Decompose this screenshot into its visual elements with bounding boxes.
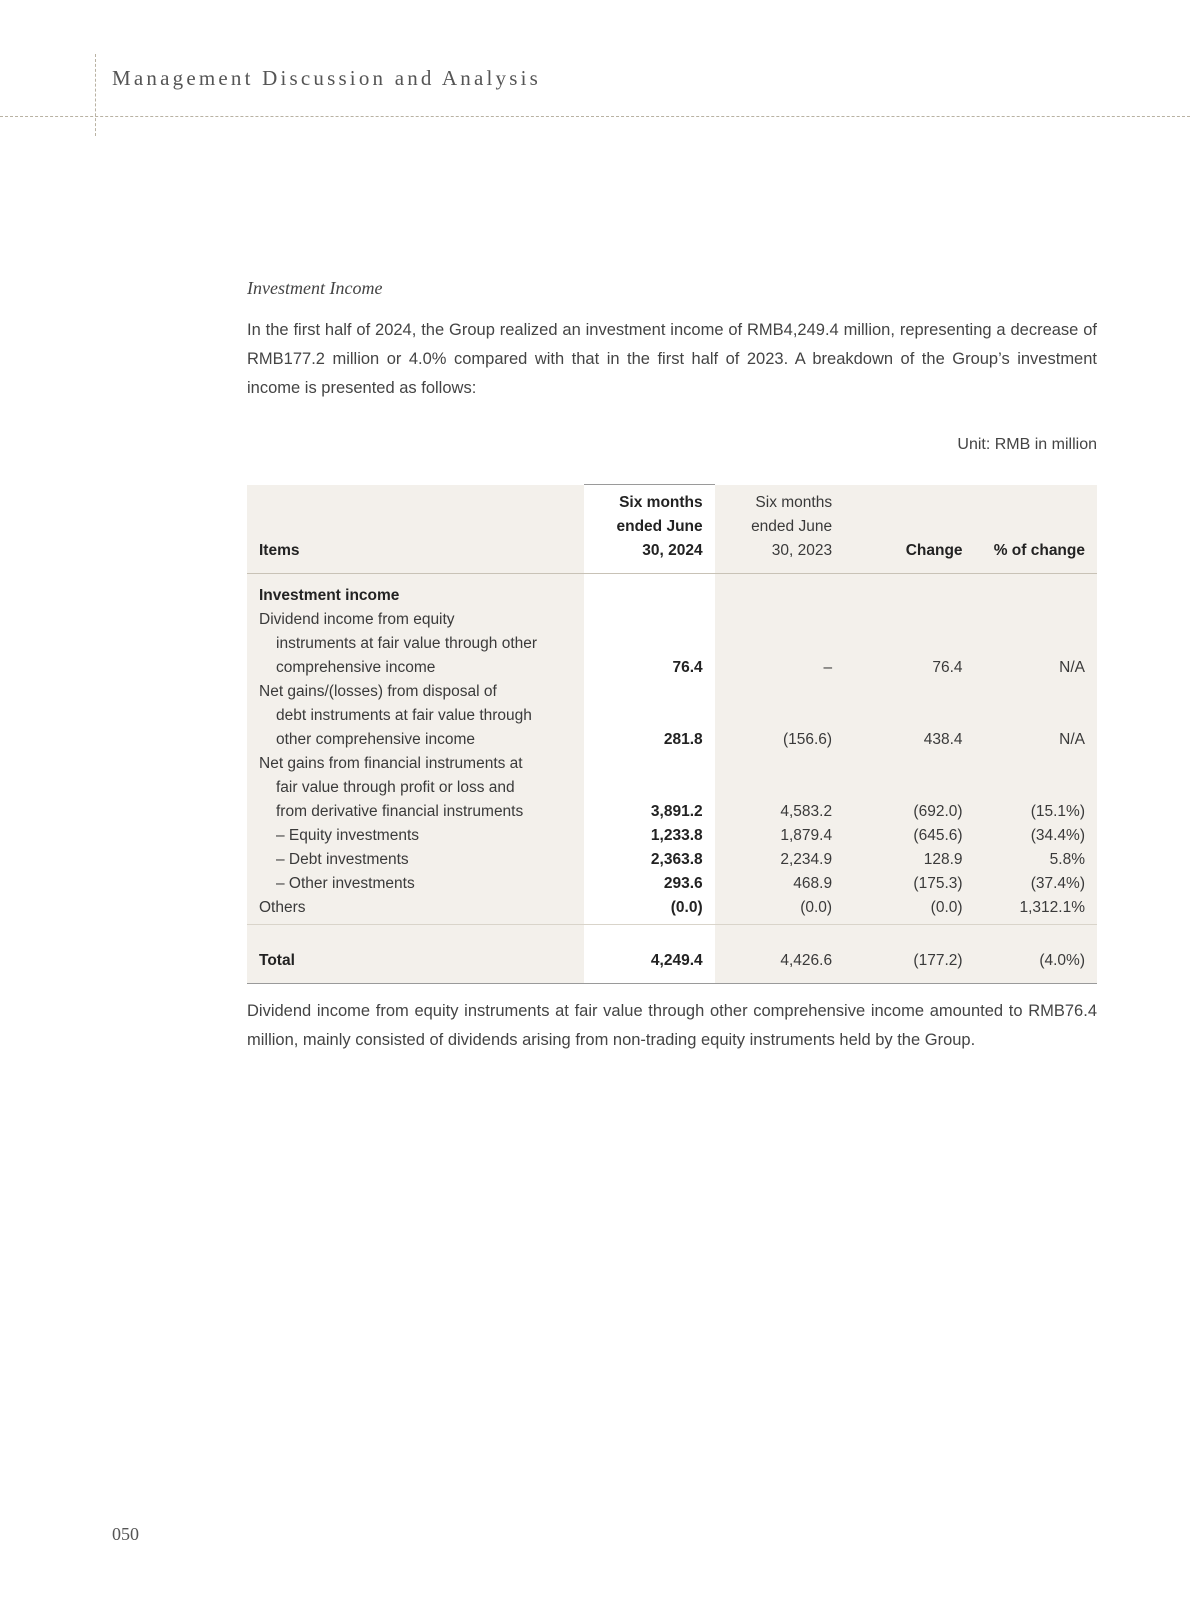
table-row-dividend: comprehensive income 76.4 – 76.4 N/A — [247, 656, 1097, 680]
table-row: Net gains/(losses) from disposal of — [247, 680, 1097, 704]
header-items: Items — [247, 485, 584, 574]
table-row-equity: – Equity investments 1,233.8 1,879.4 (645.6) (34.4%) — [247, 824, 1097, 848]
table-row-net-gains-debt: other comprehensive income 281.8 (156.6) 438.4 N/A — [247, 728, 1097, 752]
dividend-paragraph: Dividend income from equity instruments at fair value through other comprehensive income amounted to RMB76.4 million, mainly consisted of dividends arising from non-trading equity instruments held by the Group. — [247, 1002, 1097, 1049]
unit-label: Unit: RMB in million — [957, 436, 1097, 453]
table-row-group-label — [247, 574, 1097, 609]
table-row: debt instruments at fair value through — [247, 704, 1097, 728]
page-number: 050 — [112, 1524, 139, 1544]
table-row: Net gains from financial instruments at — [247, 752, 1097, 776]
table-row-others: Others (0.0) (0.0) (0.0) 1,312.1% — [247, 896, 1097, 925]
table-row-total: Total 4,249.4 4,426.6 (177.2) (4.0%) — [247, 949, 1097, 984]
table-row: instruments at fair value through other — [247, 632, 1097, 656]
table-spacer-row — [247, 925, 1097, 950]
table-row: Dividend income from equity — [247, 608, 1097, 632]
header-vertical-rule — [95, 54, 96, 136]
header-pct-change: % of change — [975, 485, 1097, 574]
group-label: Investment income — [247, 574, 584, 609]
investment-income-table — [247, 484, 1097, 984]
header-horizontal-rule — [0, 116, 1190, 117]
table-row-other-investments: – Other investments 293.6 468.9 (175.3) (37.4%) — [247, 872, 1097, 896]
header-2024: Six months ended June 30, 2024 — [584, 485, 714, 574]
header-change: Change — [844, 485, 974, 574]
running-header-title: Management Discussion and Analysis — [112, 66, 542, 90]
section-title: Investment Income — [247, 278, 383, 298]
header-2023: Six months ended June 30, 2023 — [715, 485, 844, 574]
table-header-row — [247, 485, 1097, 574]
table-row-net-gains-fvtpl: from derivative financial instruments 3,891.2 4,583.2 (692.0) (15.1%) — [247, 800, 1097, 824]
intro-paragraph: In the first half of 2024, the Group realized an investment income of RMB4,249.4 million, representing a decrease of RMB177.2 million or 4.0% compared with that in the first half of 2023. A breakdown of the Group’s investment income is presented as follows: — [247, 321, 1097, 397]
table-row-debt: – Debt investments 2,363.8 2,234.9 128.9 5.8% — [247, 848, 1097, 872]
table-row: fair value through profit or loss and — [247, 776, 1097, 800]
